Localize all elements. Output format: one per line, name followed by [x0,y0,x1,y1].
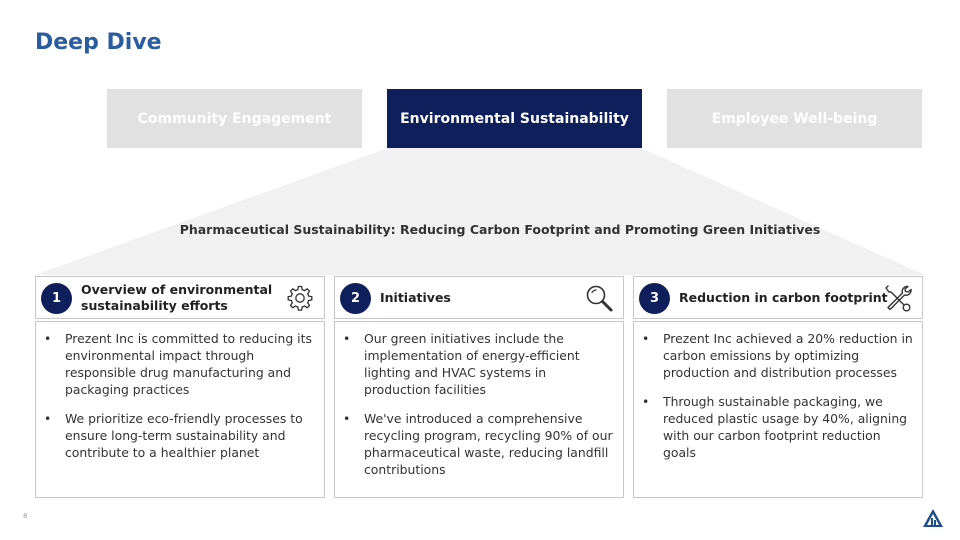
step-number-badge: 3 [639,283,670,314]
step-number-badge: 2 [340,283,371,314]
bullet-item: • Through sustainable packaging, we reduced plastic usage by 40%, aligning with our carbon footprint reduction goals [663,393,914,461]
tools-icon [882,282,914,314]
tab-environmental-sustainability[interactable]: Environmental Sustainability [387,89,642,148]
bullet-item: • Prezent Inc is committed to reducing its environmental impact through responsible drug manufacturing and packaging practices [65,330,316,398]
tab-community-engagement[interactable]: Community Engagement [107,89,362,148]
card-body-overview [35,321,325,498]
card-header-carbon-reduction [633,276,923,319]
page-title: Deep Dive [35,30,162,55]
card-title: Overview of environmental sustainability efforts [81,281,273,313]
bullet-item: • We've introduced a comprehensive recycling program, recycling 90% of our pharmaceutical waste, reducing landfill contributions [364,410,615,478]
card-header-overview [35,276,325,319]
magnifier-icon [583,282,615,314]
page-number: 8 [23,512,28,520]
card-header-initiatives [334,276,624,319]
tab-employee-well-being[interactable]: Employee Well-being [667,89,922,148]
card-body-initiatives [334,321,624,498]
card-title: Reduction in carbon footprint [679,289,888,305]
card-title: Initiatives [380,289,451,305]
section-subtitle: Pharmaceutical Sustainability: Reducing Carbon Footprint and Promoting Green Initiatives [179,222,821,237]
step-number-badge: 1 [41,283,72,314]
bullet-item: • We prioritize eco-friendly processes to ensure long-term sustainability and contribute to a healthier planet [65,410,316,461]
triangle-logo-icon [922,508,944,528]
gear-icon [284,282,316,314]
bullet-item: • Prezent Inc achieved a 20% reduction in carbon emissions by optimizing production and distribution processes [663,330,914,381]
bullet-item: • Our green initiatives include the implementation of energy-efficient lighting and HVAC systems in production facilities [364,330,615,398]
card-body-carbon-reduction [633,321,923,498]
